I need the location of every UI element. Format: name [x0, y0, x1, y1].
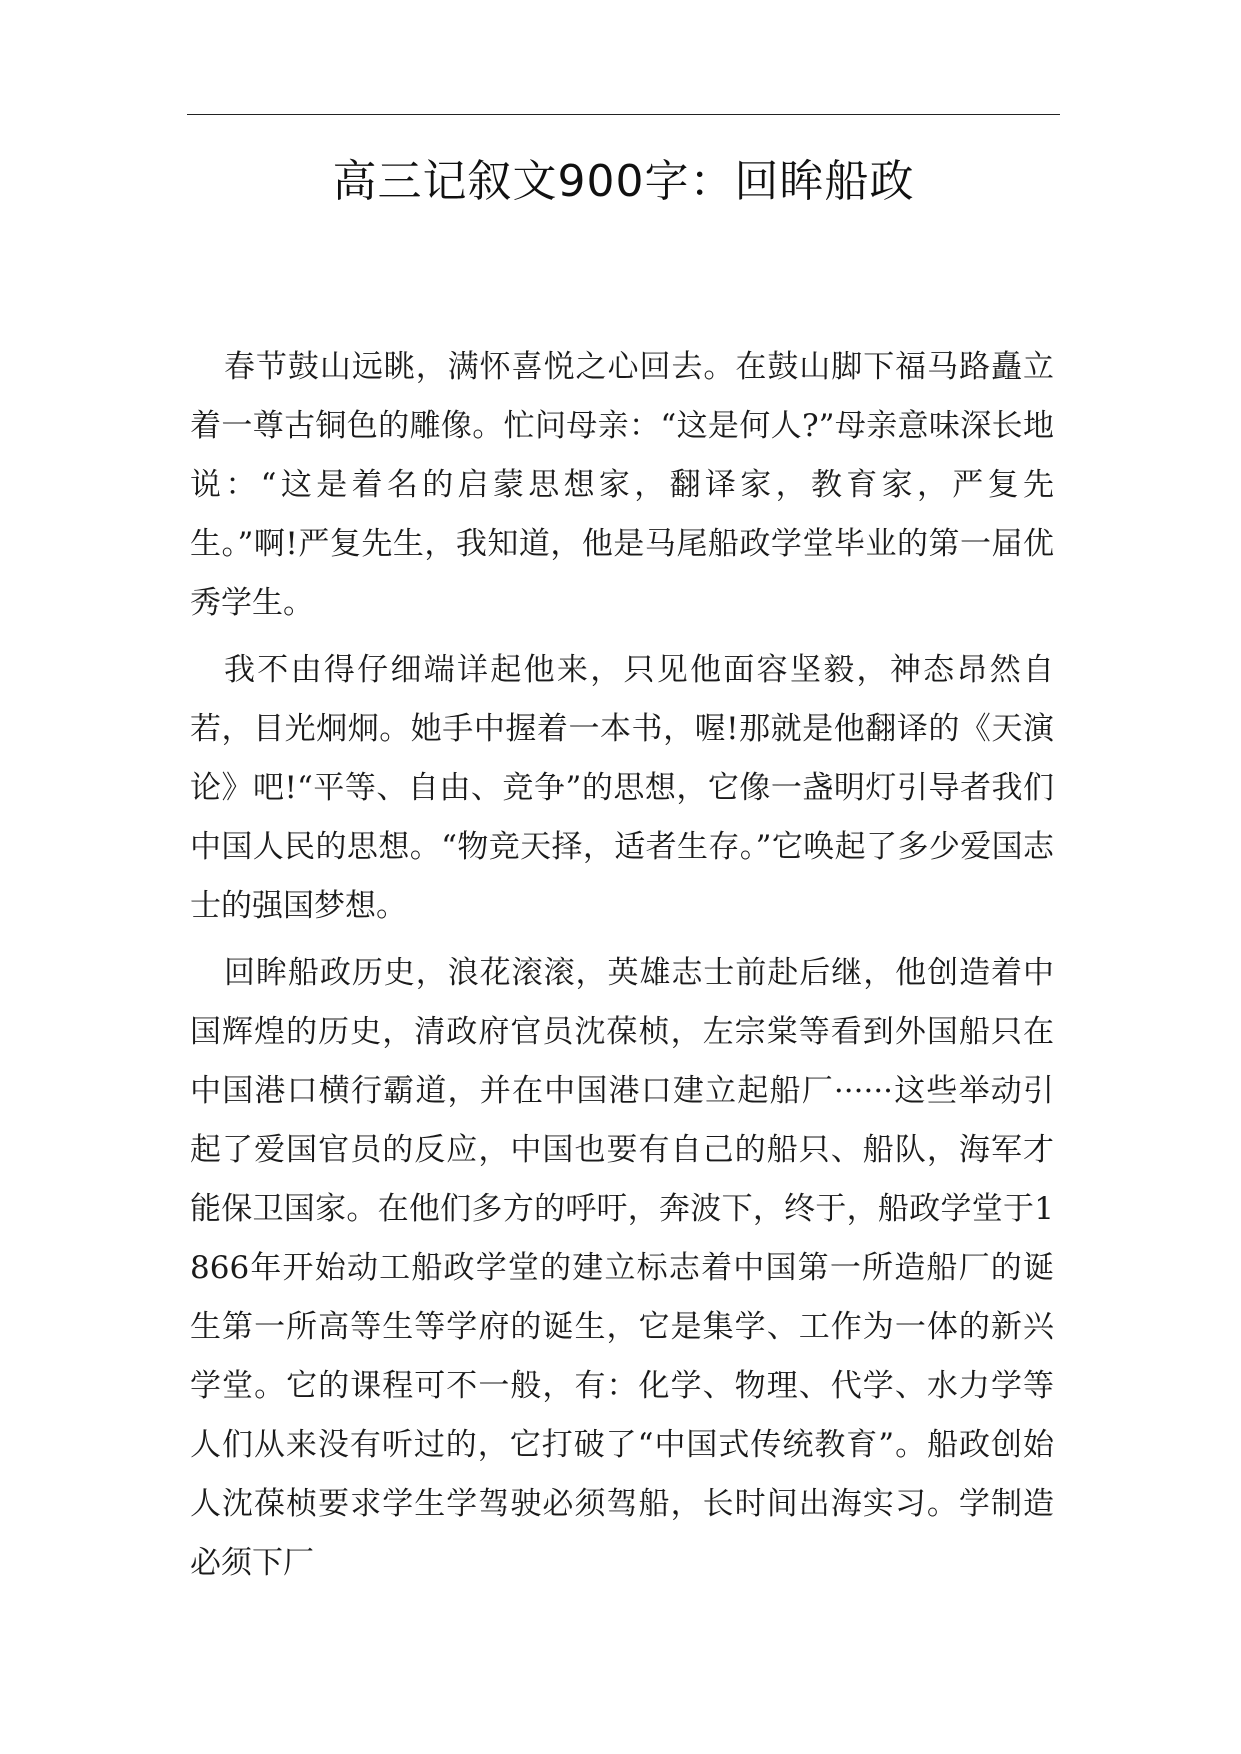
paragraph-1: 春节鼓山远眺，满怀喜悦之心回去。在鼓山脚下福马路矗立着一尊古铜色的雕像。忙问母亲：“这是何人?”母亲意味深长地说：“这是着名的启蒙思想家，翻译家，教育家，严复先生。”啊!严复先生，我知道，他是马尾船政学堂毕业的第一届优秀学生。	[190, 349, 1054, 621]
paragraph-2: 我不由得仔细端详起他来，只见他面容坚毅，神态昂然自若，目光炯炯。她手中握着一本书，喔!那就是他翻译的《天演论》吧!“平等、自由、竞争”的思想，它像一盏明灯引导者我们中国人民的思想。“物竞天择，适者生存。”它唤起了多少爱国志士的强国梦想。	[190, 652, 1054, 924]
header-divider	[187, 114, 1060, 115]
paragraph-3: 回眸船政历史，浪花滚滚，英雄志士前赴后继，他创造着中国辉煌的历史，清政府官员沈葆桢，左宗棠等看到外国船只在中国港口横行霸道，并在中国港口建立起船厂······这些举动引起了爱国官员的反应，中国也要有自己的船只、船队，海军才能保卫国家。在他们多方的呼吁，奔波下，终于，船政学堂于1866年开始动工船政学堂的建立标志着中国第一所造船厂的诞生第一所高等生等学府的诞生，它是集学、工作为一体的新兴学堂。它的课程可不一般，有：化学、物理、代学、水力学等人们从来没有听过的，它打破了“中国式传统教育”。船政创始人沈葆桢要求学生学驾驶必须驾船，长时间出海实习。学制造必须下厂	[190, 955, 1054, 1581]
document-body	[190, 338, 1054, 1601]
document-title: 高三记叙文900字：回眸船政	[332, 156, 915, 207]
